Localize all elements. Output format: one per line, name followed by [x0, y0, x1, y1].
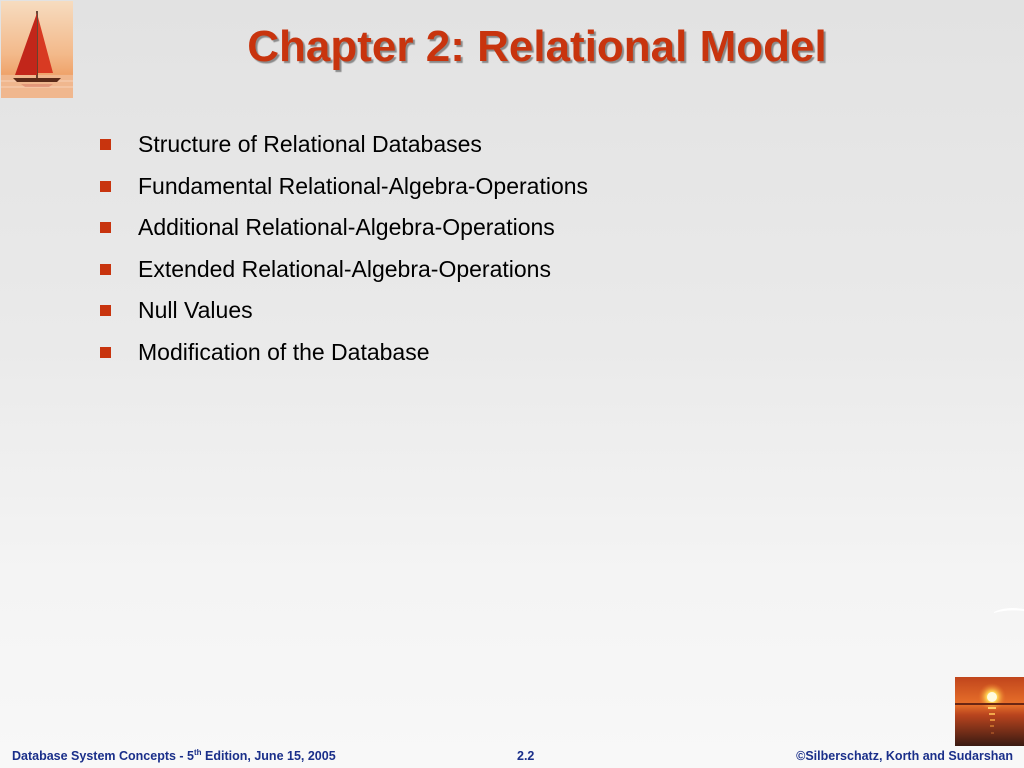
- footer: [0, 746, 1024, 768]
- list-item: [100, 249, 588, 291]
- list-item-text: Null Values: [138, 297, 253, 324]
- footer-book-title: Database System Concepts - 5: [12, 749, 195, 763]
- footer-superscript: th: [194, 748, 202, 757]
- page-number: 2.2: [517, 749, 535, 763]
- list-item-text: Structure of Relational Databases: [138, 131, 482, 158]
- square-bullet-icon: [100, 347, 111, 358]
- list-item-text: Fundamental Relational-Algebra-Operations: [138, 172, 589, 199]
- slide-title: Chapter 2: Relational Model: [247, 22, 827, 71]
- copyright-text: ©Silberschatz, Korth and Sudarshan: [796, 749, 1013, 763]
- decorative-swoosh: [994, 604, 1024, 616]
- square-bullet-icon: [100, 181, 111, 192]
- list-item-text: Extended Relational-Algebra-Operations: [138, 255, 551, 282]
- list-item-text: Additional Relational-Algebra-Operations: [138, 214, 555, 241]
- sunset-icon: [955, 677, 1024, 746]
- square-bullet-icon: [100, 222, 111, 233]
- square-bullet-icon: [100, 305, 111, 316]
- bullet-list: [100, 124, 588, 373]
- footer-book-info: [12, 749, 336, 763]
- list-item: [100, 207, 588, 249]
- square-bullet-icon: [100, 264, 111, 275]
- list-item: [100, 290, 588, 332]
- square-bullet-icon: [100, 139, 111, 150]
- list-item: [100, 166, 588, 208]
- list-item: [100, 124, 588, 166]
- list-item: [100, 332, 588, 374]
- footer-edition-date: Edition, June 15, 2005: [201, 749, 336, 763]
- list-item-text: Modification of the Database: [138, 338, 430, 365]
